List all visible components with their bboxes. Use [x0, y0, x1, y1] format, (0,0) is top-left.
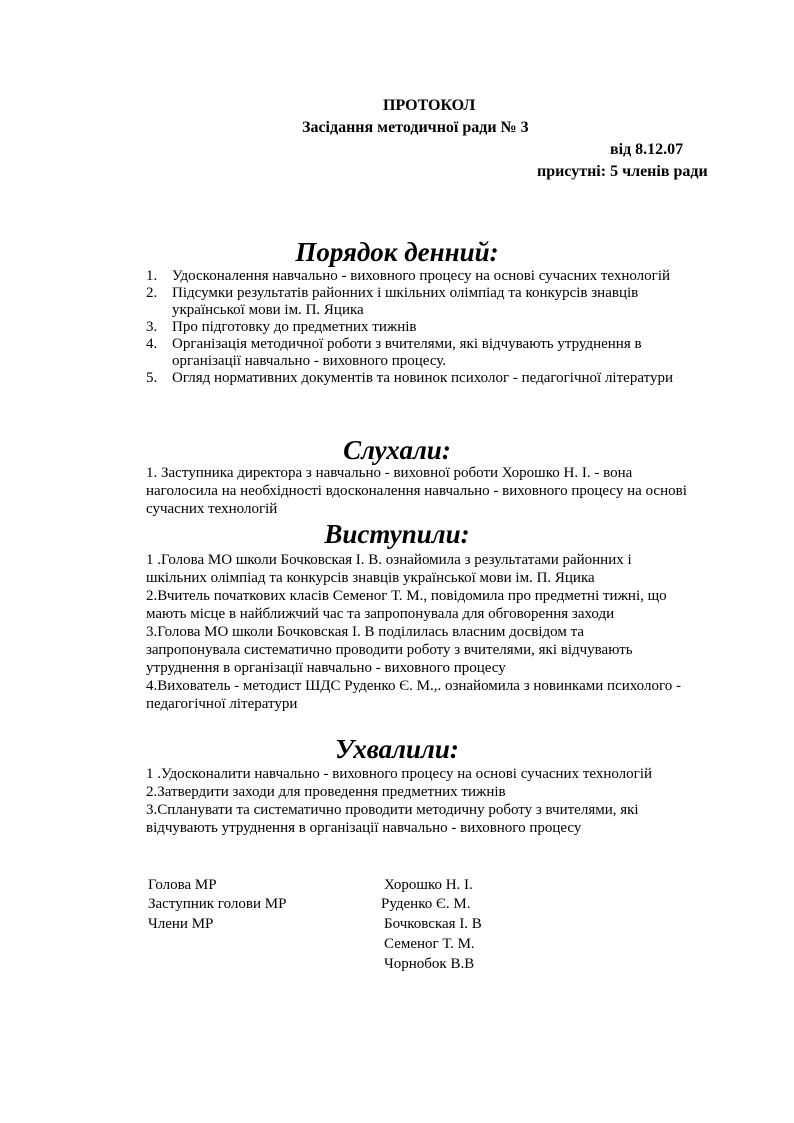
spoke-line: педагогічної літератури: [146, 696, 298, 712]
resolved-line: 3.Спланувати та систематично проводити методичну роботу з вчителями, які: [146, 802, 639, 818]
agenda-item: [146, 268, 746, 285]
agenda-item-number: 1.: [146, 268, 158, 284]
agenda-item-text: Організація методичної роботи з вчителями, які відчувають утруднення в: [172, 336, 642, 352]
spoke-line: запропонувала систематично проводити роботу з вчителями, які відчувають: [146, 642, 633, 658]
signature-name: Хорошко Н. І.: [384, 877, 473, 893]
spoke-heading: Виступили:: [324, 519, 470, 549]
resolved-heading: Ухвалили:: [335, 734, 459, 764]
agenda-item-number: 5.: [146, 370, 158, 386]
signature-role: Члени МР: [148, 916, 214, 932]
agenda-item: [146, 285, 746, 319]
agenda-item-text: Удосконалення навчально - виховного процесу на основі сучасних технологій: [172, 268, 671, 284]
resolved-line: 2.Затвердити заходи для проведення предметних тижнів: [146, 784, 506, 800]
signature-name: Семеног Т. М.: [384, 936, 475, 952]
agenda-list: [146, 268, 746, 387]
resolved-section: [146, 765, 652, 837]
spoke-line: мають місце в найближчий час та запропонувала для обговорення заходи: [146, 606, 615, 622]
spoke-line: 1 .Голова МО школи Бочковская І. В. ознайомила з результатами районних і: [146, 552, 632, 568]
agenda-item-text: української мови ім. П. Яцика: [172, 302, 364, 318]
resolved-line: 1 .Удосконалити навчально - виховного процесу на основі сучасних технологій: [146, 766, 653, 782]
heard-line: сучасних технологій: [146, 501, 278, 517]
signature-name: Руденко Є. М.: [381, 896, 471, 912]
agenda-item-text: Про підготовку до предметних тижнів: [172, 319, 417, 335]
resolved-line: відчувають утруднення в організації навчально - виховного процесу: [146, 820, 582, 836]
spoke-line: 4.Вихователь - методист ШДС Руденко Є. М.,. ознайомила з новинками психолого -: [146, 678, 681, 694]
agenda-item-text: Підсумки результатів районних і шкільних олімпіад та конкурсів знавців: [172, 285, 639, 301]
spoke-line: 3.Голова МО школи Бочковская І. В поділилась власним досвідом та: [146, 624, 584, 640]
attendance: присутні: 5 членів ради: [537, 163, 708, 180]
doc-title: ПРОТОКОЛ: [383, 97, 476, 114]
heard-heading: Слухали:: [343, 435, 451, 465]
doc-subtitle: Засідання методичної ради № 3: [302, 119, 529, 136]
spoke-line: утруднення в організації навчально - виховного процесу: [146, 660, 506, 676]
spoke-line: шкільних олімпіад та конкурсів знавців української мови ім. П. Яцика: [146, 570, 595, 586]
heard-line: 1. Заступника директора з навчально - виховної роботи Хорошко Н. І. - вона: [146, 465, 633, 481]
signature-role: Заступник голови МР: [148, 896, 287, 912]
agenda-item-text: організації навчально - виховного процесу.: [172, 353, 447, 369]
signature-name: Бочковская І. В: [384, 916, 482, 932]
agenda-item-number: 2.: [146, 285, 158, 301]
heard-section: [146, 464, 687, 518]
agenda-item: [146, 336, 746, 370]
meeting-date: від 8.12.07: [610, 141, 684, 158]
spoke-line: 2.Вчитель початкових класів Семеног Т. М., повідомила про предметні тижні, що: [146, 588, 667, 604]
spoke-section: [146, 551, 681, 713]
agenda-item-number: 3.: [146, 319, 158, 335]
agenda-heading: Порядок денний:: [295, 237, 499, 267]
agenda-item: [146, 319, 746, 336]
signature-name: Чорнобок В.В: [384, 956, 475, 972]
agenda-item-number: 4.: [146, 336, 158, 352]
agenda-item: [146, 370, 746, 387]
heard-line: наголосила на необхідності вдосконалення навчально - виховного процесу на основі: [146, 483, 687, 499]
signature-role: Голова МР: [148, 877, 217, 893]
agenda-item-text: Огляд нормативних документів та новинок психолог - педагогічної літератури: [172, 370, 673, 386]
